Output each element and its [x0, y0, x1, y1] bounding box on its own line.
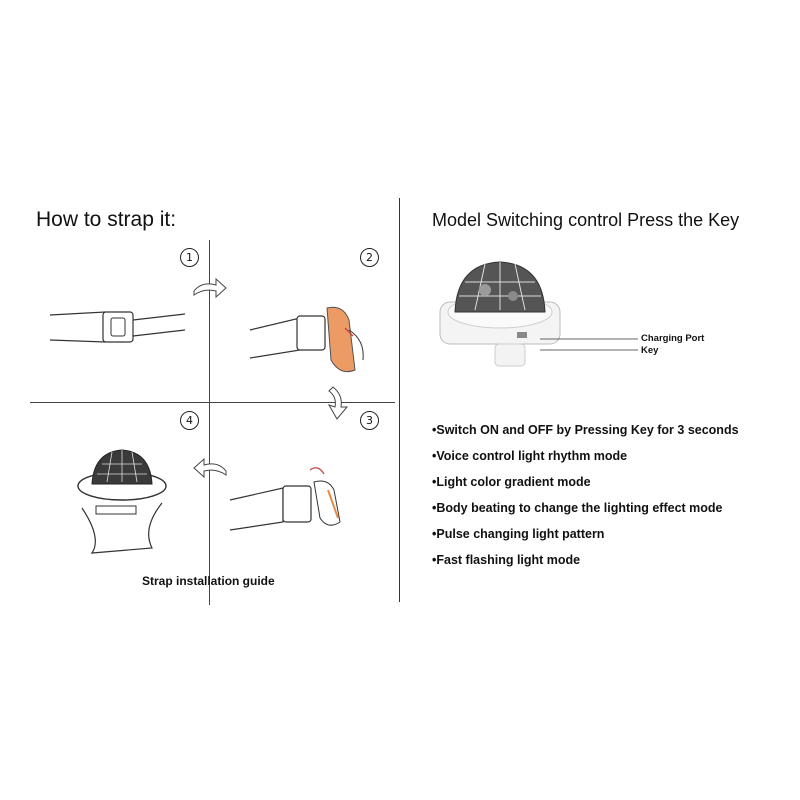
step-badge-3: 3	[360, 411, 379, 430]
arrow-right-icon	[190, 275, 230, 301]
step-badge-4: 4	[180, 411, 199, 430]
step-badge-2: 2	[360, 248, 379, 267]
strap-guide-title: How to strap it:	[36, 208, 177, 231]
step-1-illustration	[45, 300, 195, 360]
disco-ball-light-icon	[435, 262, 565, 372]
step-3-illustration	[228, 460, 368, 540]
feature-item: •Light color gradient mode	[432, 475, 591, 489]
key-label: Key	[641, 345, 659, 356]
feature-item: •Voice control light rhythm mode	[432, 449, 628, 463]
arrow-left-icon	[190, 455, 230, 481]
label-leader-lines	[540, 335, 640, 355]
feature-item: •Pulse changing light pattern	[432, 527, 605, 541]
step-2-illustration	[245, 290, 380, 380]
strap-guide-caption: Strap installation guide	[142, 574, 275, 588]
feature-item: •Switch ON and OFF by Pressing Key for 3 seconds	[432, 423, 739, 437]
charging-port-label: Charging Port	[641, 333, 705, 344]
step-4-device-illustration	[72, 448, 172, 558]
arrow-down-icon	[325, 385, 355, 421]
feature-item: •Fast flashing light mode	[432, 553, 581, 567]
control-title: Model Switching control Press the Key	[432, 210, 740, 230]
feature-list	[432, 420, 739, 576]
feature-item: •Body beating to change the lighting effect mode	[432, 501, 723, 515]
panel-divider	[399, 198, 400, 602]
step-badge-1: 1	[180, 248, 199, 267]
